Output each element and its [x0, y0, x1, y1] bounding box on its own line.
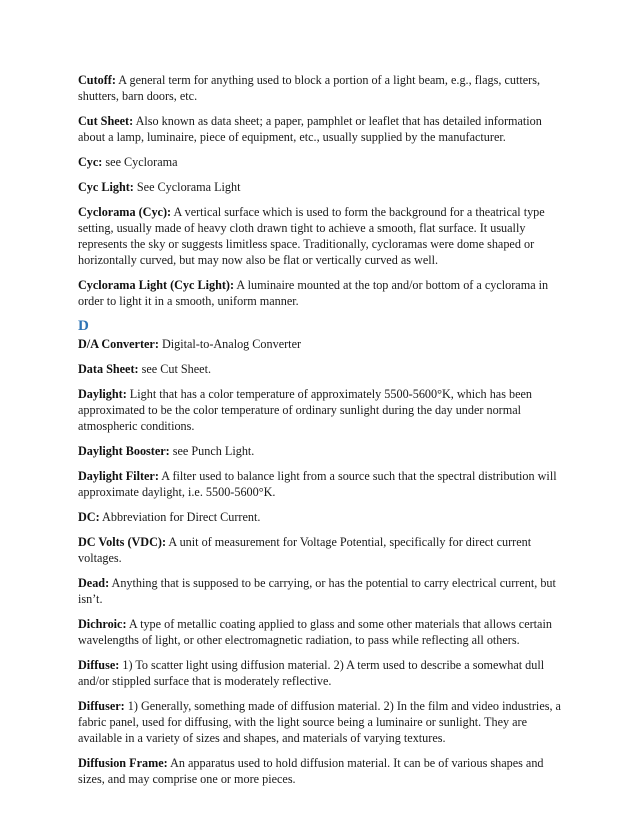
- glossary-entry: [78, 204, 570, 268]
- glossary-entry: [78, 361, 570, 377]
- glossary-definition: 1) To scatter light using diffusion material. 2) A term used to describe a somewhat dull and/or stippled surface that is moderately reflective.: [78, 658, 545, 688]
- glossary-definition: see Cut Sheet.: [141, 362, 212, 376]
- glossary-page: [78, 72, 570, 796]
- glossary-definition: A type of metallic coating applied to glass and some other materials that allows certain wavelengths of light, or other electromagnetic radiation, to pass while reflecting all others.: [78, 617, 552, 647]
- glossary-definition: 1) Generally, something made of diffusion material. 2) In the film and video industries, a fabric panel, used for diffusing, with the light source being a luminaire or sunlight. They are available in a variety of sizes and shapes, and materials of varying textures.: [78, 699, 561, 745]
- glossary-term: Daylight Filter:: [78, 469, 159, 483]
- glossary-term: Diffuser:: [78, 699, 125, 713]
- glossary-definition: An apparatus used to hold diffusion material. It can be of various shapes and sizes, and may comprise one or more pieces.: [78, 756, 544, 786]
- glossary-term: Cyclorama Light (Cyc Light):: [78, 278, 235, 292]
- glossary-entry: [78, 179, 570, 195]
- glossary-definition: A vertical surface which is used to form the background for a theatrical type setting, usually made of heavy cloth drawn tight to achieve a smooth, flat surface. It usually represents the sky or suggests limitless space. Traditionally, cycloramas were dome shaped or horizontally curved, but may now also be flat or vertically curved as well.: [78, 205, 545, 267]
- glossary-term: Cyc Light:: [78, 180, 134, 194]
- glossary-term: Cyclorama (Cyc):: [78, 205, 172, 219]
- glossary-definition: See Cyclorama Light: [136, 180, 241, 194]
- glossary-entry: [78, 154, 570, 170]
- glossary-definition: A filter used to balance light from a source such that the spectral distribution will approximate daylight, i.e. 5500-5600°K.: [78, 469, 557, 499]
- glossary-term: Diffuse:: [78, 658, 120, 672]
- glossary-term: Data Sheet:: [78, 362, 139, 376]
- glossary-term: Cyc:: [78, 155, 103, 169]
- glossary-term: Cutoff:: [78, 73, 116, 87]
- glossary-definition: Light that has a color temperature of approximately 5500-5600°K, which has been approximated to be the color temperature of ordinary sunlight during the day under normal atmospheric conditions.: [78, 387, 532, 433]
- glossary-term: Cut Sheet:: [78, 114, 134, 128]
- glossary-term: Daylight:: [78, 387, 127, 401]
- glossary-term: Diffusion Frame:: [78, 756, 168, 770]
- glossary-entry: [78, 277, 570, 309]
- glossary-entry: [78, 698, 570, 746]
- glossary-entry: [78, 468, 570, 500]
- glossary-definition: Also known as data sheet; a paper, pamphlet or leaflet that has detailed information about a lamp, luminaire, piece of equipment, etc., usually supplied by the manufacturer.: [78, 114, 542, 144]
- glossary-entry: [78, 336, 570, 352]
- glossary-entry: [78, 755, 570, 787]
- glossary-term: Dead:: [78, 576, 110, 590]
- glossary-section-c-continued: [78, 72, 570, 309]
- glossary-definition: Abbreviation for Direct Current.: [102, 510, 261, 524]
- glossary-definition: see Punch Light.: [172, 444, 255, 458]
- glossary-term: D/A Converter:: [78, 337, 159, 351]
- glossary-definition: Anything that is supposed to be carrying, or has the potential to carry electrical current, but isn’t.: [78, 576, 556, 606]
- glossary-definition: Digital-to-Analog Converter: [161, 337, 302, 351]
- glossary-definition: A general term for anything used to block a portion of a light beam, e.g., flags, cutters, shutters, barn doors, etc.: [78, 73, 541, 103]
- glossary-entry: [78, 443, 570, 459]
- glossary-entry: [78, 575, 570, 607]
- glossary-entry: [78, 509, 570, 525]
- section-letter-heading: D: [78, 318, 89, 334]
- glossary-term: Dichroic:: [78, 617, 127, 631]
- glossary-definition: A unit of measurement for Voltage Potential, specifically for direct current voltages.: [78, 535, 532, 565]
- glossary-entry: [78, 616, 570, 648]
- glossary-term: Daylight Booster:: [78, 444, 170, 458]
- glossary-entry: [78, 113, 570, 145]
- glossary-term: DC:: [78, 510, 100, 524]
- glossary-definition: see Cyclorama: [105, 155, 178, 169]
- glossary-entry: [78, 386, 570, 434]
- glossary-entry: [78, 72, 570, 104]
- glossary-entry: [78, 657, 570, 689]
- glossary-term: DC Volts (VDC):: [78, 535, 167, 549]
- glossary-definition: A luminaire mounted at the top and/or bottom of a cyclorama in order to light it in a smooth, uniform manner.: [78, 278, 549, 308]
- glossary-section-d: [78, 336, 570, 787]
- glossary-entry: [78, 534, 570, 566]
